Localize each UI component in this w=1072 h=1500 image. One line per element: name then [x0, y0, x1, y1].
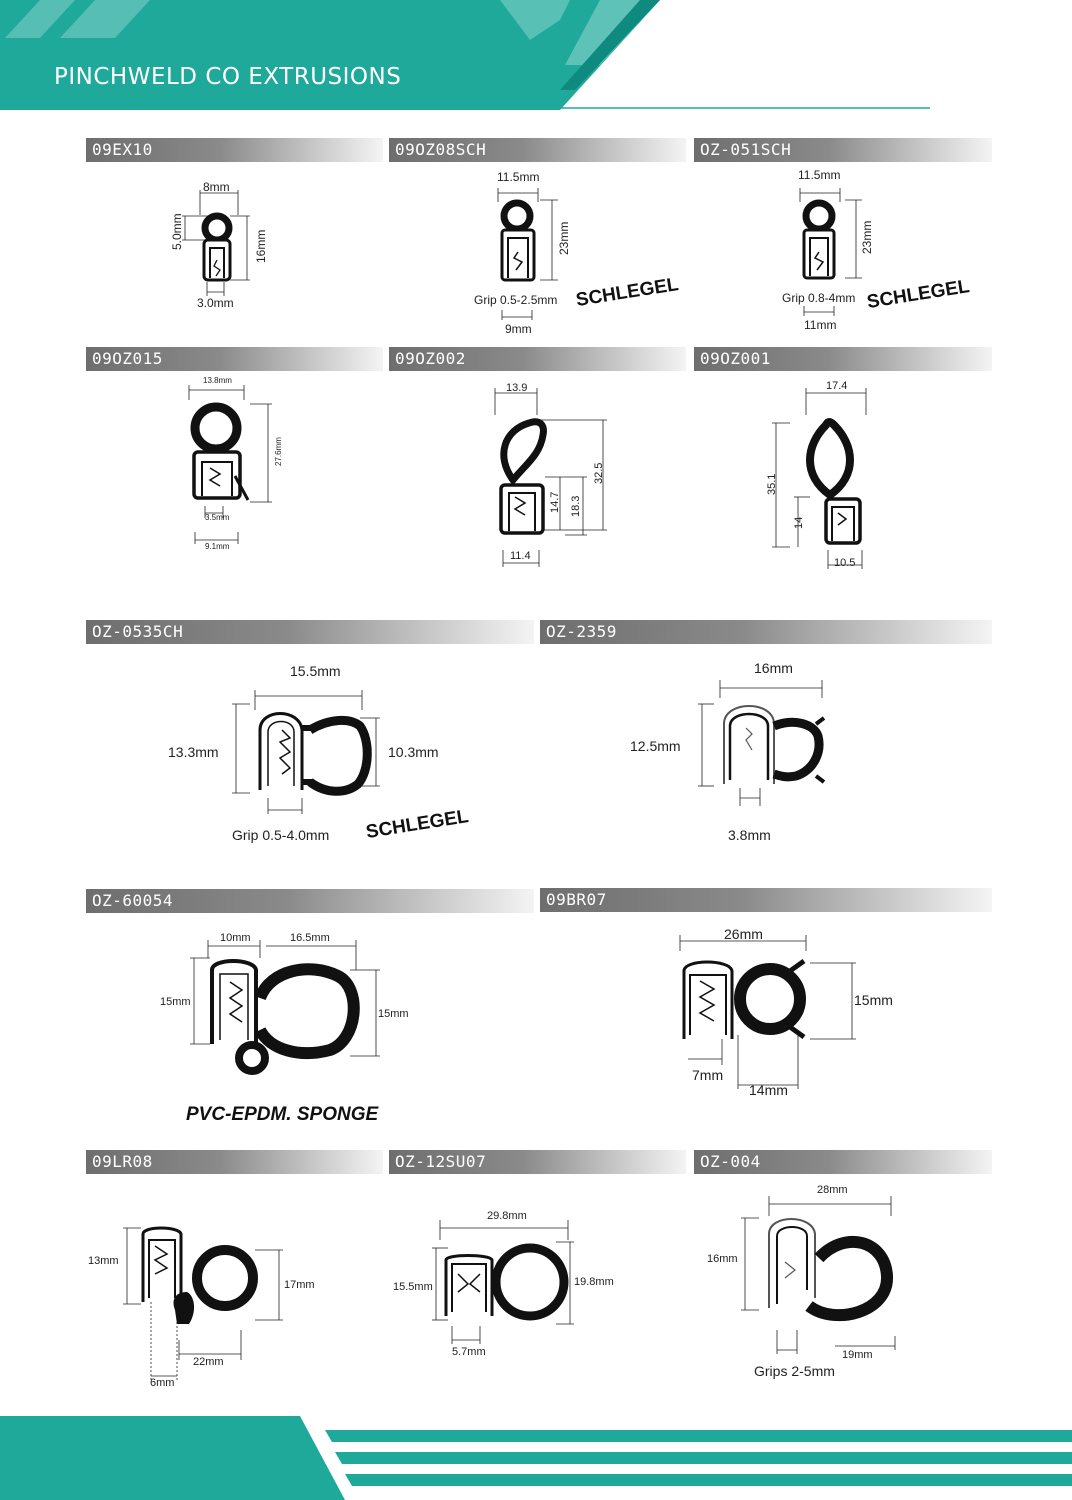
profile-oz-60054: [190, 940, 390, 1080]
dim-label: 11mm: [804, 318, 837, 332]
dim-label: 19mm: [842, 1349, 873, 1361]
dim-label: 17mm: [284, 1279, 315, 1291]
dim-label: 15mm: [378, 1008, 409, 1020]
dim-label: 32.5: [593, 462, 605, 484]
dim-label: 3.0mm: [197, 296, 234, 310]
profile-09oz001: [770, 385, 880, 575]
dim-label: 7mm: [692, 1067, 724, 1083]
profile-09oz015: [180, 380, 280, 550]
dim-label: 6mm: [150, 1377, 175, 1389]
dim-label: 10.5: [834, 557, 856, 569]
page-title: PINCHWELD CO EXTRUSIONS: [54, 64, 402, 90]
profile-09oz08sch: [480, 180, 580, 330]
dim-label: 15mm: [160, 996, 191, 1008]
dim-label: 3.8mm: [728, 827, 771, 843]
dim-label: 27.6mm: [274, 437, 283, 466]
profile-oz-2359: [690, 680, 840, 820]
dim-label: 28mm: [817, 1184, 848, 1196]
product-code-oz-051sch: OZ-051SCH: [694, 138, 992, 162]
dim-label: 13.8mm: [203, 376, 232, 385]
dim-label: 16mm: [707, 1253, 738, 1265]
dim-label: 14.7: [549, 491, 561, 513]
dim-label: 15.5mm: [290, 663, 341, 679]
dim-label: 15mm: [854, 992, 893, 1008]
dim-label: 16mm: [254, 229, 268, 263]
dim-label: 12.5mm: [630, 738, 681, 754]
dim-label: Grip 0.5-2.5mm: [474, 293, 558, 307]
dim-label: 11.5mm: [497, 170, 540, 184]
dim-label: 16mm: [754, 660, 793, 676]
dim-label: 15.5mm: [393, 1281, 433, 1293]
product-code-09oz015: 09OZ015: [86, 347, 383, 371]
product-code-09oz002: 09OZ002: [389, 347, 686, 371]
profile-oz-004: [735, 1190, 910, 1370]
brand-schlegel: SCHLEGEL: [865, 276, 972, 314]
dim-label: 3.5mm: [205, 513, 230, 522]
profile-oz-0535ch: [230, 690, 390, 820]
dim-label: 14: [793, 516, 805, 529]
brand-schlegel: SCHLEGEL: [574, 274, 681, 312]
dim-label: 17.4: [826, 380, 848, 392]
product-code-oz-004: OZ-004: [694, 1150, 992, 1174]
dim-label: 11.4: [510, 550, 531, 562]
dim-label: 23mm: [860, 220, 874, 254]
dim-label: Grip 0.8-4mm: [782, 291, 856, 305]
dim-label: 10mm: [220, 932, 251, 944]
dim-label: 16.5mm: [290, 932, 330, 944]
product-code-09oz08sch: 09OZ08SCH: [389, 138, 686, 162]
dim-label: 18.3: [570, 495, 582, 517]
profile-oz-12su07: [430, 1220, 590, 1360]
dim-label: 22mm: [193, 1356, 224, 1368]
dim-label: 9mm: [505, 322, 532, 336]
dim-label: 14mm: [749, 1082, 788, 1098]
dim-label: 8mm: [203, 180, 230, 194]
product-code-09lr08: 09LR08: [86, 1150, 383, 1174]
product-code-oz-0535ch: OZ-0535CH: [86, 620, 534, 644]
header-band: [0, 0, 1072, 110]
dim-label: 5.7mm: [452, 1346, 486, 1358]
material-note: PVC-EPDM. SPONGE: [186, 1104, 379, 1125]
dim-label: 35.1: [766, 473, 778, 495]
dim-label: 9.1mm: [205, 542, 230, 551]
product-code-oz-60054: OZ-60054: [86, 889, 534, 913]
dim-label: 5.0mm: [170, 213, 184, 250]
product-code-oz-2359: OZ-2359: [540, 620, 992, 644]
product-code-09oz001: 09OZ001: [694, 347, 992, 371]
dim-label: 19.8mm: [574, 1276, 614, 1288]
dim-label: 29.8mm: [487, 1210, 527, 1222]
dim-label: Grip 0.5-4.0mm: [232, 827, 330, 843]
brand-schlegel: SCHLEGEL: [364, 806, 471, 844]
product-code-09br07: 09BR07: [540, 888, 992, 912]
dim-label: 26mm: [724, 926, 763, 942]
footer-band: [0, 1410, 1072, 1500]
product-code-09ex10: 09EX10: [86, 138, 383, 162]
product-code-oz-12su07: OZ-12SU07: [389, 1150, 686, 1174]
dim-label: 13mm: [88, 1255, 119, 1267]
dim-label: 11.5mm: [798, 168, 841, 182]
dim-label: 13.9: [506, 382, 528, 394]
dim-label: 23mm: [557, 221, 571, 255]
dim-label: 13.3mm: [168, 744, 219, 760]
dim-label: 10.3mm: [388, 744, 439, 760]
dim-label: Grips 2-5mm: [754, 1363, 835, 1379]
